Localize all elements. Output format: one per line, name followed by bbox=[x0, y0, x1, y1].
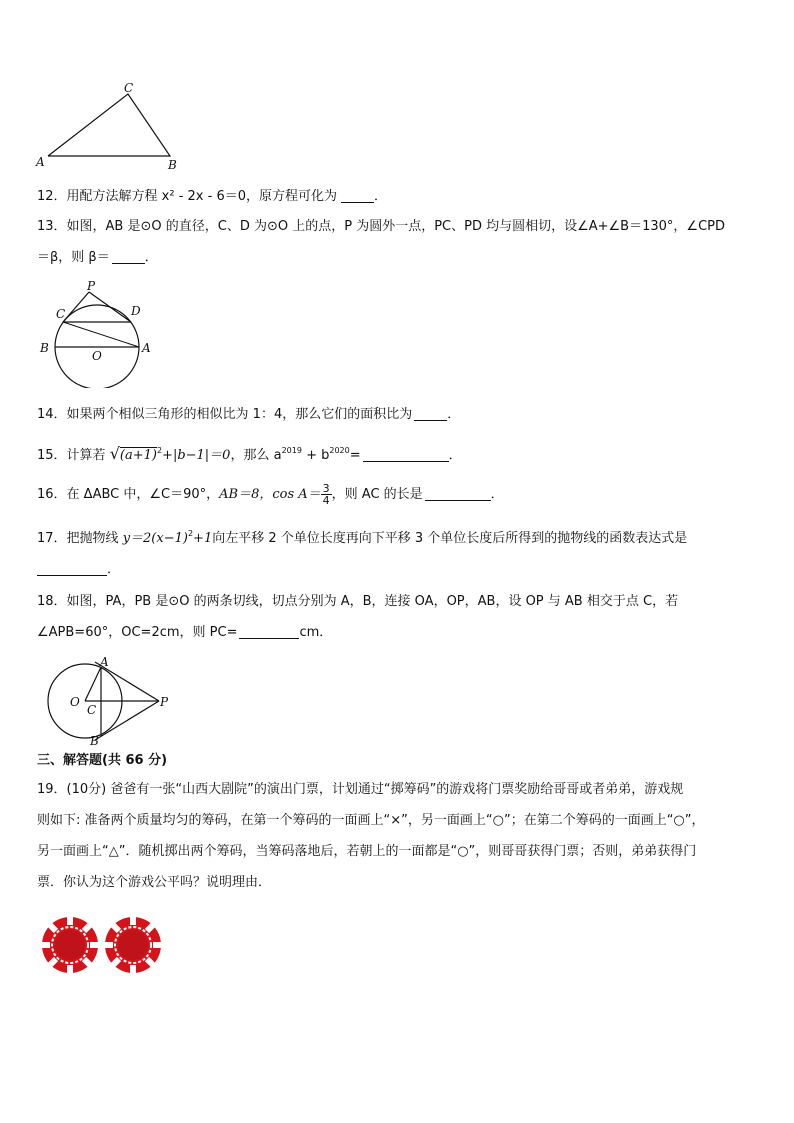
circle-figure-18 bbox=[40, 652, 180, 748]
q15-exp-a: 2019 bbox=[281, 446, 302, 455]
q13-label-p: P bbox=[87, 279, 96, 293]
triangle-shape bbox=[48, 94, 170, 156]
q13-label-c: C bbox=[56, 307, 66, 321]
question-19-line2: 则如下: 准备两个质量均匀的筹码，在第一个筹码的一面画上“×”，另一面画上“○”；在第二个筹码的一面画上“○”， bbox=[37, 813, 705, 828]
triangle-label-c: C bbox=[124, 81, 134, 95]
q17-formula: y＝2(x−1) bbox=[122, 531, 188, 546]
question-13-line2 bbox=[37, 249, 158, 267]
q15-sqrt-sign: √ bbox=[109, 444, 120, 463]
q18-label-c: C bbox=[87, 703, 97, 717]
q18-unit: cm． bbox=[299, 625, 333, 640]
q15-mid: ，那么 a bbox=[230, 448, 282, 463]
q18-label-b: B bbox=[90, 734, 99, 748]
q15-sqrt-expr: (a+1) bbox=[119, 448, 157, 463]
q17-end: ． bbox=[107, 562, 121, 577]
question-13-line1 bbox=[37, 218, 725, 236]
q13-end: ． bbox=[144, 250, 158, 265]
q16-numerator: 3 bbox=[322, 482, 330, 495]
circle-figure-13 bbox=[32, 278, 162, 388]
q18-line1-text: 18．如图，PA，PB 是⊙O 的两条切线，切点分别为 A，B，连接 OA，OP，AB，设 OP 与 AB 相交于点 C，若 bbox=[37, 594, 679, 609]
q16-ab: AB＝8，cos A＝ bbox=[219, 487, 321, 502]
q16-answer-blank bbox=[425, 486, 491, 501]
q15-equals: = bbox=[349, 448, 361, 463]
q18-line2-text: ∠APB=60°，OC=2cm，则 PC= bbox=[37, 625, 238, 640]
q18-line-oa bbox=[85, 667, 101, 701]
q13-line1-text: 13．如图，AB 是⊙O 的直径，C、D 为⊙O 上的点，P 为圆外一点，PC、PD 均与圆相切，设∠A+∠B＝130°，∠CPD bbox=[37, 219, 725, 234]
q13-label-a: A bbox=[142, 341, 151, 355]
section-3-title: 三、解答题(共 66 分) bbox=[37, 753, 168, 768]
triangle-figure bbox=[30, 78, 200, 176]
q12-answer-blank bbox=[341, 188, 374, 203]
q15-exp-b: 2020 bbox=[329, 446, 350, 455]
q18-label-p: P bbox=[160, 695, 169, 709]
poker-chip-icon-1 bbox=[41, 916, 99, 974]
q13-line2-text: ＝β，则 β＝ bbox=[37, 250, 110, 265]
question-19-line3: 另一面画上“△”．随机掷出两个筹码，当筹码落地后，若朝上的一面都是“○”，则哥哥获得门票；否则，弟弟获得门 bbox=[37, 844, 697, 859]
q16-fraction bbox=[321, 483, 332, 506]
q13-tangent-pd bbox=[89, 292, 131, 322]
q18-answer-blank bbox=[239, 624, 299, 639]
q13-line-ca bbox=[63, 322, 139, 347]
q13-label-d: D bbox=[131, 304, 141, 318]
q17-exp: 2 bbox=[187, 529, 194, 538]
question-12 bbox=[37, 188, 387, 206]
q13-answer-blank bbox=[112, 249, 145, 264]
question-14 bbox=[37, 406, 460, 424]
q14-end: ． bbox=[447, 407, 461, 422]
q15-sqrt-exp: 2 bbox=[156, 446, 163, 455]
question-18-line1 bbox=[37, 593, 678, 611]
question-18-line2 bbox=[37, 624, 332, 642]
q14-text: 14．如果两个相似三角形的相似比为 1：4，那么它们的面积比为 bbox=[37, 407, 413, 422]
q16-suffix: ，则 AC 的长是 bbox=[331, 487, 423, 502]
q12-text: 12．用配方法解方程 x² - 2x - 6＝0，原方程可化为 bbox=[37, 189, 337, 204]
q16-end: ． bbox=[490, 487, 504, 502]
q17-suffix: 向左平移 2 个单位长度再向下平移 3 个单位长度后所得到的抛物线的函数表达式是 bbox=[212, 531, 688, 546]
q15-answer-blank bbox=[363, 447, 449, 462]
triangle-label-b: B bbox=[168, 158, 177, 172]
q13-label-o: O bbox=[92, 349, 102, 363]
q12-end: ． bbox=[374, 189, 388, 204]
triangle-label-a: A bbox=[36, 155, 45, 169]
q17-prefix: 17．把抛物线 bbox=[37, 531, 123, 546]
q15-abs-expr: +|b−1|＝0 bbox=[162, 448, 231, 463]
question-17 bbox=[37, 525, 687, 548]
q18-label-o: O bbox=[70, 695, 80, 709]
q15-prefix: 15．计算若 bbox=[37, 448, 106, 463]
q15-plus-b: + b bbox=[301, 448, 330, 463]
question-16 bbox=[37, 483, 504, 506]
q14-answer-blank bbox=[414, 406, 447, 421]
question-15 bbox=[37, 442, 462, 465]
poker-chip-icon-2 bbox=[104, 916, 162, 974]
q16-denominator: 4 bbox=[322, 494, 330, 507]
q17-answer-blank bbox=[37, 561, 107, 576]
question-19-line4: 票．你认为这个游戏公平吗？说明理由． bbox=[37, 875, 272, 890]
q16-prefix: 16．在 ΔABC 中，∠C＝90°， bbox=[37, 487, 220, 502]
q15-end: ． bbox=[448, 448, 462, 463]
question-17-answer-line bbox=[37, 561, 120, 579]
q17-formula-tail: +1 bbox=[193, 531, 213, 546]
q18-tangent-pb bbox=[95, 701, 159, 740]
q18-label-a: A bbox=[100, 655, 109, 669]
q13-label-b: B bbox=[40, 341, 49, 355]
question-19-line1: 19．(10分) 爸爸有一张“山西大剧院”的演出门票，计划通过“掷筹码”的游戏将门票奖励给哥哥或者弟弟，游戏规 bbox=[37, 782, 684, 797]
